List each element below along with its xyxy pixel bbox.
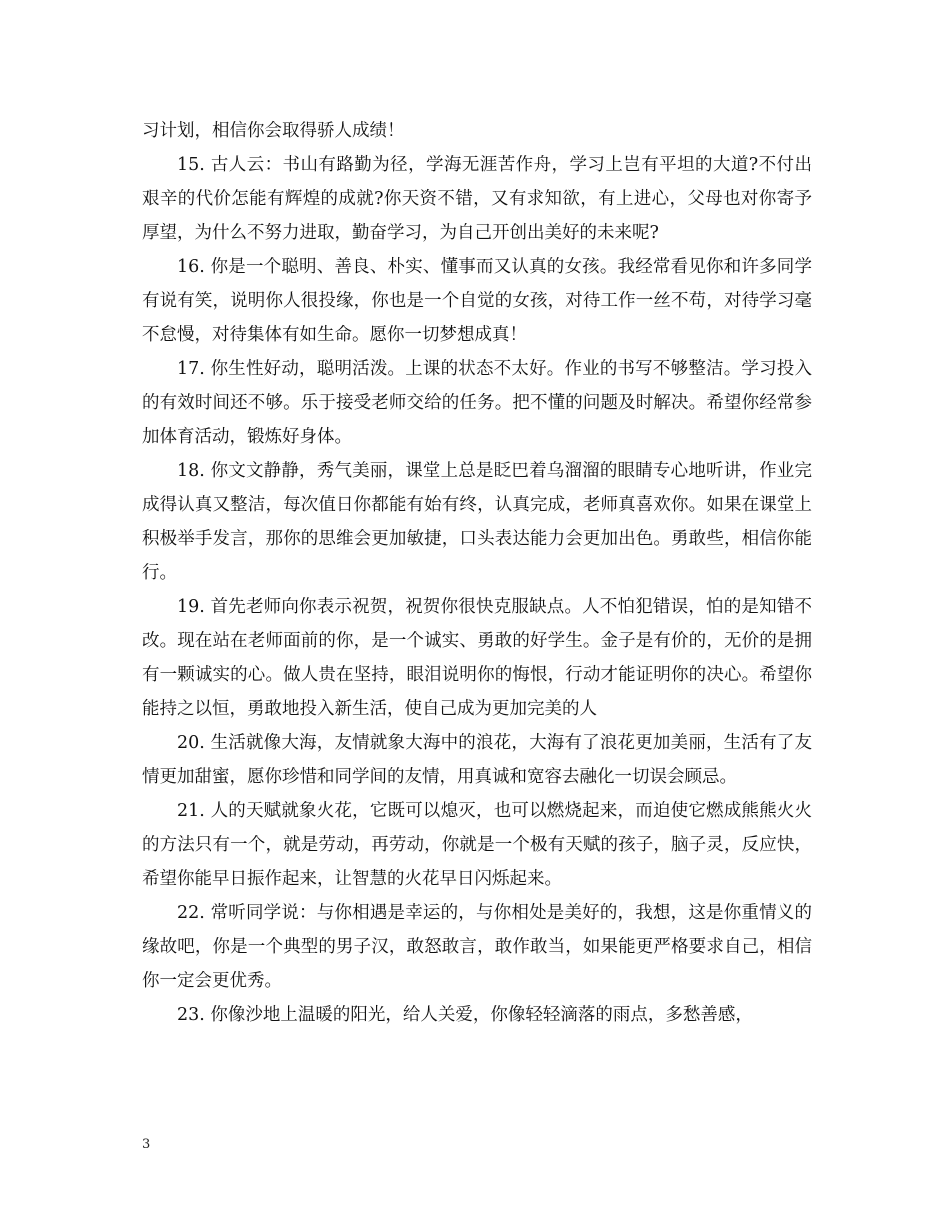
paragraph-21: 21. 人的天赋就象火花，它既可以熄灭，也可以燃烧起来，而迫使它燃成熊熊火火的方法只有一个，就是劳动，再劳动，你就是一个极有天赋的孩子，脑子灵，反应快，希望你能早日振作起来，让智慧的火花早日闪烁起来。 — [142, 801, 812, 889]
paragraph-16: 16. 你是一个聪明、善良、朴实、懂事而又认真的女孩。我经常看见你和许多同学有说有笑，说明你人很投缘，你也是一个自觉的女孩，对待工作一丝不苟，对待学习毫不怠慢，对待集体有如生命。愿你一切梦想成真！ — [142, 257, 812, 345]
paragraph-18: 18. 你文文静静，秀气美丽，课堂上总是眨巴着乌溜溜的眼睛专心地听讲，作业完成得认真又整洁，每次值日你都能有始有终，认真完成，老师真喜欢你。如果在课堂上积极举手发言，那你的思维会更加敏捷，口头表达能力会更加出色。勇敢些，相信你能行。 — [142, 461, 812, 583]
paragraph-19: 19. 首先老师向你表示祝贺，祝贺你很快克服缺点。人不怕犯错误，怕的是知错不改。现在站在老师面前的你，是一个诚实、勇敢的好学生。金子是有价的，无价的是拥有一颗诚实的心。做人贵在坚持，眼泪说明你的悔恨，行动才能证明你的决心。希望你能持之以恒，勇敢地投入新生活，使自己成为更加完美的人 — [142, 597, 812, 719]
paragraph-23: 23. 你像沙地上温暖的阳光，给人关爱，你像轻轻滴落的雨点，多愁善感， — [177, 1005, 753, 1025]
paragraph-22: 22. 常听同学说：与你相遇是幸运的，与你相处是美好的，我想，这是你重情义的缘故吧，你是一个典型的男子汉，敢怒敢言，敢作敢当，如果能更严格要求自己，相信你一定会更优秀。 — [142, 903, 812, 991]
paragraph-15: 15. 古人云：书山有路勤为径，学海无涯苦作舟，学习上岂有平坦的大道?不付出艰辛的代价怎能有辉煌的成就?你天资不错，又有求知欲，有上进心，父母也对你寄予厚望，为什么不努力进取，勤奋学习，为自己开创出美好的未来呢? — [142, 155, 812, 243]
document-body — [142, 114, 812, 1032]
paragraph-20: 20. 生活就像大海，友情就象大海中的浪花，大海有了浪花更加美丽，生活有了友情更加甜蜜，愿你珍惜和同学间的友情，用真诚和宽容去融化一切误会顾忌。 — [142, 733, 812, 787]
page-number: 3 — [142, 1137, 151, 1152]
continuation-paragraph: 习计划，相信你会取得骄人成绩！ — [142, 121, 405, 141]
paragraph-17: 17. 你生性好动，聪明活泼。上课的状态不太好。作业的书写不够整洁。学习投入的有效时间还不够。乐于接受老师交给的任务。把不懂的问题及时解决。希望你经常参加体育活动，锻炼好身体。 — [142, 359, 812, 447]
